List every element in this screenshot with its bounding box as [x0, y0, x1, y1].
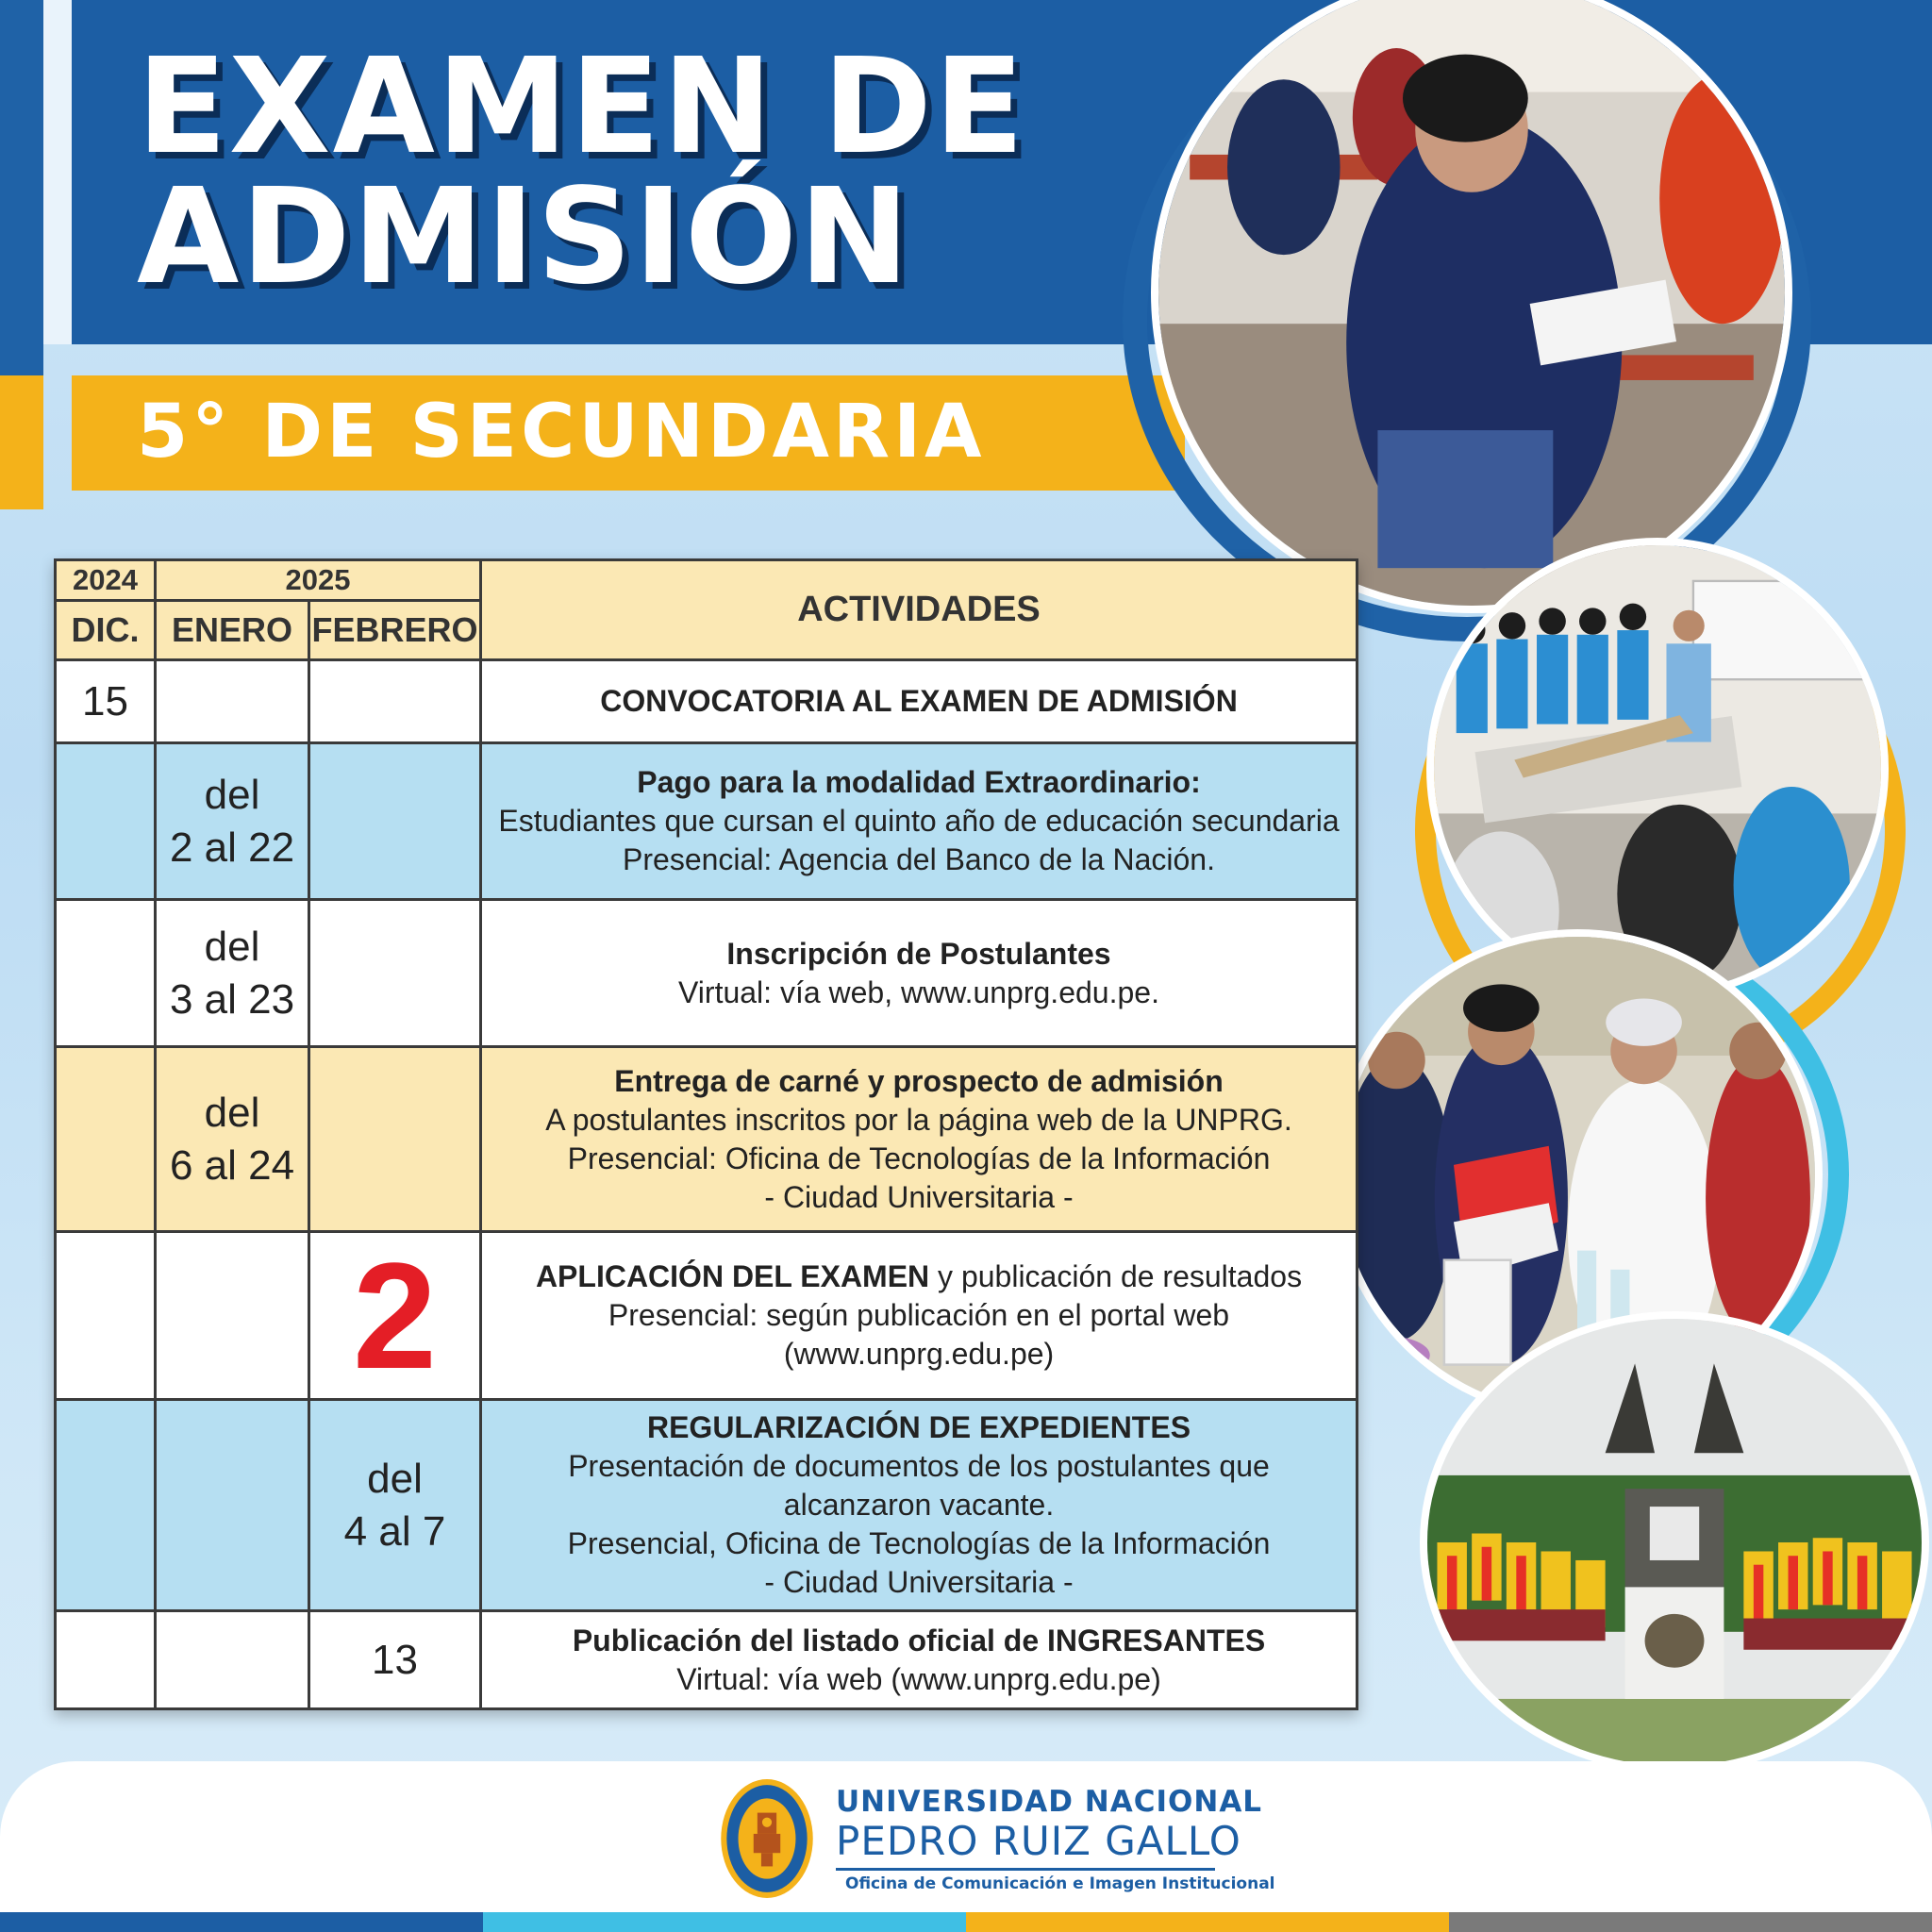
- activity-title: Entrega de carné y prospecto de admisión: [614, 1063, 1224, 1098]
- activity-cell: [481, 900, 1357, 1047]
- yellow-accent-left: [0, 375, 43, 509]
- table-row: [56, 1047, 1357, 1232]
- title-line-1: EXAMEN DE: [137, 30, 1026, 184]
- date-range: 2 al 22: [169, 824, 295, 871]
- dic-date-cell: [56, 1232, 156, 1400]
- dic-date-cell: [56, 1047, 156, 1232]
- febrero-date-cell: [309, 1400, 481, 1611]
- university-seal-icon: [719, 1776, 815, 1901]
- activity-detail: Presencial: Oficina de Tecnologías de la Información: [567, 1141, 1271, 1175]
- month-dic-header: DIC.: [56, 601, 156, 660]
- activity-cell: [481, 1611, 1357, 1709]
- activity-detail: alcanzaron vacante.: [783, 1488, 1055, 1522]
- activity-detail: Presencial: Agencia del Banco de la Nación.: [623, 842, 1215, 876]
- footer-strip-blue: [0, 1912, 483, 1932]
- footer-strip-grey: [1449, 1912, 1932, 1932]
- photo-students-taking-exam: [1151, 0, 1792, 613]
- febrero-date-cell: [309, 660, 481, 743]
- month-febrero-header: FEBRERO: [309, 601, 481, 660]
- page-title: [137, 30, 1026, 314]
- date-prefix: del: [204, 1089, 260, 1136]
- activity-detail: Estudiantes que cursan el quinto año de educación secundaria: [498, 804, 1340, 838]
- activities-header: ACTIVIDADES: [481, 560, 1357, 660]
- table-row: [56, 1611, 1357, 1709]
- date-prefix: del: [204, 923, 260, 970]
- enero-date-cell: [156, 660, 309, 743]
- febrero-date-cell: [309, 900, 481, 1047]
- activity-title-rest: y publicación de resultados: [929, 1259, 1303, 1293]
- dic-date-cell: [56, 1611, 156, 1709]
- month-enero-header: ENERO: [156, 601, 309, 660]
- activity-detail: Presentación de documentos de los postulantes que: [568, 1449, 1270, 1483]
- table-row: [56, 660, 1357, 743]
- table-row: [56, 1232, 1357, 1400]
- activity-title-line: [482, 1257, 1356, 1296]
- activity-cell: [481, 660, 1357, 743]
- footer-strip-yellow: [966, 1912, 1449, 1932]
- date-prefix: del: [367, 1455, 423, 1502]
- admission-schedule-table: [54, 558, 1358, 1710]
- activity-title: Publicación del listado oficial de INGRESANTES: [572, 1623, 1266, 1657]
- dic-date-cell: [56, 743, 156, 900]
- activity-detail: Presencial: según publicación en el portal web: [608, 1298, 1230, 1332]
- university-name-line-1: UNIVERSIDAD NACIONAL: [836, 1785, 1263, 1819]
- activity-detail: Virtual: vía web, www.unprg.edu.pe.: [678, 974, 1159, 1009]
- exam-date-highlight: 2: [309, 1232, 481, 1400]
- febrero-date-cell: [309, 1047, 481, 1232]
- activity-title: REGULARIZACIÓN DE EXPEDIENTES: [646, 1410, 1191, 1444]
- dic-date-cell: 15: [56, 660, 156, 743]
- table-row: [56, 743, 1357, 900]
- activity-cell: [481, 1047, 1357, 1232]
- office-name: Oficina de Comunicación e Imagen Institucional: [845, 1874, 1275, 1893]
- enero-date-cell: [156, 1047, 309, 1232]
- divider: [836, 1868, 1215, 1871]
- activity-detail: - Ciudad Universitaria -: [764, 1565, 1074, 1599]
- enero-date-cell: [156, 1400, 309, 1611]
- activity-detail: A postulantes inscritos por la página web de la UNPRG.: [545, 1102, 1292, 1137]
- febrero-date-cell: [309, 743, 481, 900]
- activity-cell: [481, 743, 1357, 900]
- activity-detail: (www.unprg.edu.pe): [783, 1337, 1055, 1371]
- subtitle: 5° DE SECUNDARIA: [137, 390, 986, 475]
- activity-detail: Virtual: vía web (www.unprg.edu.pe): [676, 1661, 1161, 1696]
- year-2025-header: 2025: [156, 560, 481, 601]
- activity-title: Pago para la modalidad Extraordinario:: [637, 765, 1201, 799]
- activity-title: Inscripción de Postulantes: [726, 936, 1111, 971]
- activity-title: CONVOCATORIA AL EXAMEN DE ADMISIÓN: [600, 684, 1238, 718]
- enero-date-cell: [156, 900, 309, 1047]
- activity-detail: - Ciudad Universitaria -: [764, 1179, 1074, 1214]
- table-row: [56, 1400, 1357, 1611]
- date-range: 4 al 7: [343, 1507, 446, 1555]
- date-range: 6 al 24: [169, 1141, 295, 1189]
- university-name-line-2: PEDRO RUIZ GALLO: [836, 1818, 1241, 1864]
- activity-title: APLICACIÓN DEL EXAMEN: [535, 1259, 930, 1293]
- enero-date-cell: [156, 743, 309, 900]
- enero-date-cell: [156, 1232, 309, 1400]
- activity-cell: [481, 1400, 1357, 1611]
- date-range: 3 al 23: [169, 975, 295, 1023]
- febrero-date-cell: 13: [309, 1611, 481, 1709]
- dic-date-cell: [56, 1400, 156, 1611]
- photo-anatomy-lab: [1426, 538, 1889, 1000]
- enero-date-cell: [156, 1611, 309, 1709]
- footer-strip-cyan: [483, 1912, 966, 1932]
- dic-date-cell: [56, 900, 156, 1047]
- activity-detail: Presencial, Oficina de Tecnologías de la Información: [567, 1526, 1271, 1560]
- left-accent-stripe: [43, 0, 72, 344]
- title-line-2: ADMISIÓN: [137, 160, 912, 314]
- year-2024-header: 2024: [56, 560, 156, 601]
- photo-students-monument: [1420, 1311, 1929, 1774]
- activity-cell: [481, 1232, 1357, 1400]
- table-row: [56, 900, 1357, 1047]
- date-prefix: del: [204, 771, 260, 818]
